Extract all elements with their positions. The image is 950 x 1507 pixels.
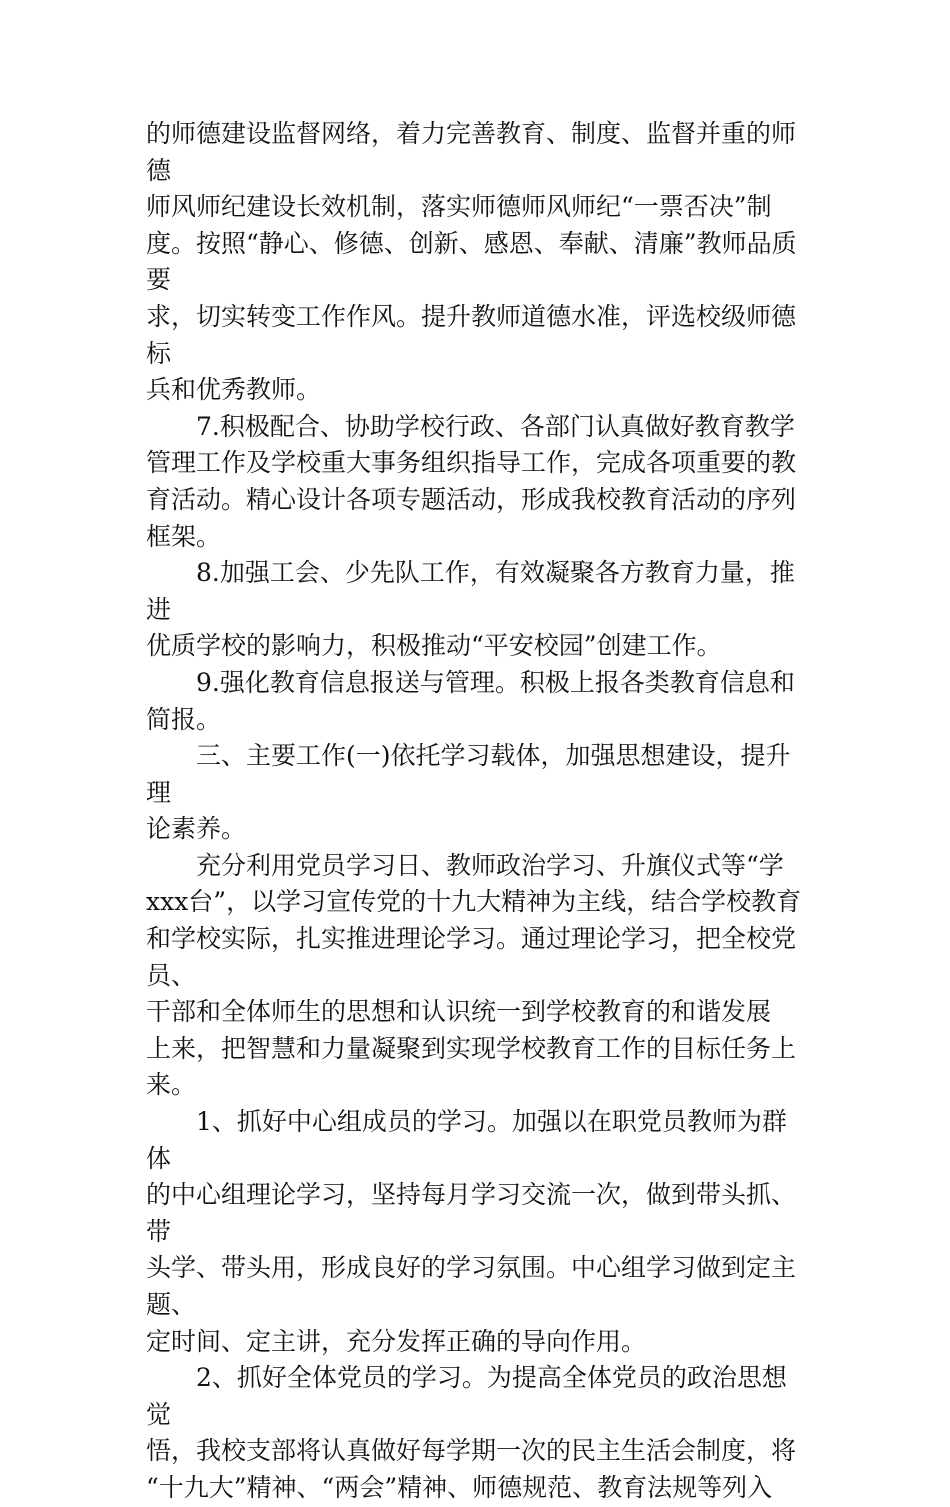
text-line: 2、抓好全体党员的学习。为提高全体党员的政治思想觉 (146, 1363, 787, 1429)
text-line: 充分利用党员学习日、教师政治学习、升旗仪式等“学 (196, 850, 784, 880)
text-line: 的中心组理论学习，坚持每月学习交流一次，做到带头抓、带 (146, 1180, 797, 1246)
text-line: 悟，我校支部将认真做好每学期一次的民主生活会制度，将 (146, 1436, 797, 1466)
document-body (146, 116, 806, 1507)
text-line: 论素养。 (146, 814, 247, 844)
text-line: 兵和优秀教师。 (146, 375, 322, 405)
text-line: 管理工作及学校重大事务组织指导工作，完成各项重要的教 (146, 448, 797, 478)
text-line: 干部和全体师生的思想和认识统一到学校教育的和谐发展 (146, 997, 772, 1027)
text-line: 头学、带头用，形成良好的学习氛围。中心组学习做到定主题、 (146, 1253, 797, 1319)
text-line: 框架。 (146, 521, 222, 551)
paragraph (146, 555, 806, 665)
text-line: 三、主要工作(一)依托学习载体，加强思想建设，提升理 (146, 741, 791, 807)
text-line: 育活动。精心设计各项专题活动，形成我校教育活动的序列 (146, 484, 797, 514)
text-line: 和学校实际，扎实推进理论学习。通过理论学习，把全校党员、 (146, 924, 797, 990)
text-line: 来。 (146, 1070, 197, 1100)
text-line: 9.强化教育信息报送与管理。积极上报各类教育信息和 (196, 667, 795, 697)
text-line: 度。按照“静心、修德、创新、感恩、奉献、清廉”教师品质要 (146, 228, 797, 295)
text-line: 1、抓好中心组成员的学习。加强以在职党员教师为群体 (146, 1107, 787, 1173)
text-line: 定时间、定主讲，充分发挥正确的导向作用。 (146, 1326, 647, 1356)
text-line: 7.积极配合、协助学校行政、各部门认真做好教育教学 (196, 411, 795, 441)
paragraph (146, 848, 806, 1104)
text-line: 8.加强工会、少先队工作，有效凝聚各方教育力量，推进 (146, 558, 795, 624)
text-line: 求，切实转变工作作风。提升教师道德水准，评选校级师德标 (146, 301, 797, 368)
text-line: 简报。 (146, 704, 222, 734)
paragraph (146, 738, 806, 848)
text-line: 师风师纪建设长效机制，落实师德师风师纪“一票否决”制 (146, 192, 772, 222)
text-line: “十九大”精神、“两会”精神、师德规范、教育法规等列入 (146, 1472, 773, 1502)
paragraph (146, 409, 806, 555)
text-line: xxx台”，以学习宣传党的十九大精神为主线，结合学校教育 (146, 887, 802, 917)
paragraph (146, 1360, 806, 1506)
text-line: 上来，把智慧和力量凝聚到实现学校教育工作的目标任务上 (146, 1033, 797, 1063)
text-line: 优质学校的影响力，积极推动“平安校园”创建工作。 (146, 631, 722, 661)
paragraph (146, 116, 806, 409)
paragraph (146, 665, 806, 738)
text-line: 的师德建设监督网络，着力完善教育、制度、监督并重的师德 (146, 119, 797, 185)
paragraph (146, 1104, 806, 1360)
